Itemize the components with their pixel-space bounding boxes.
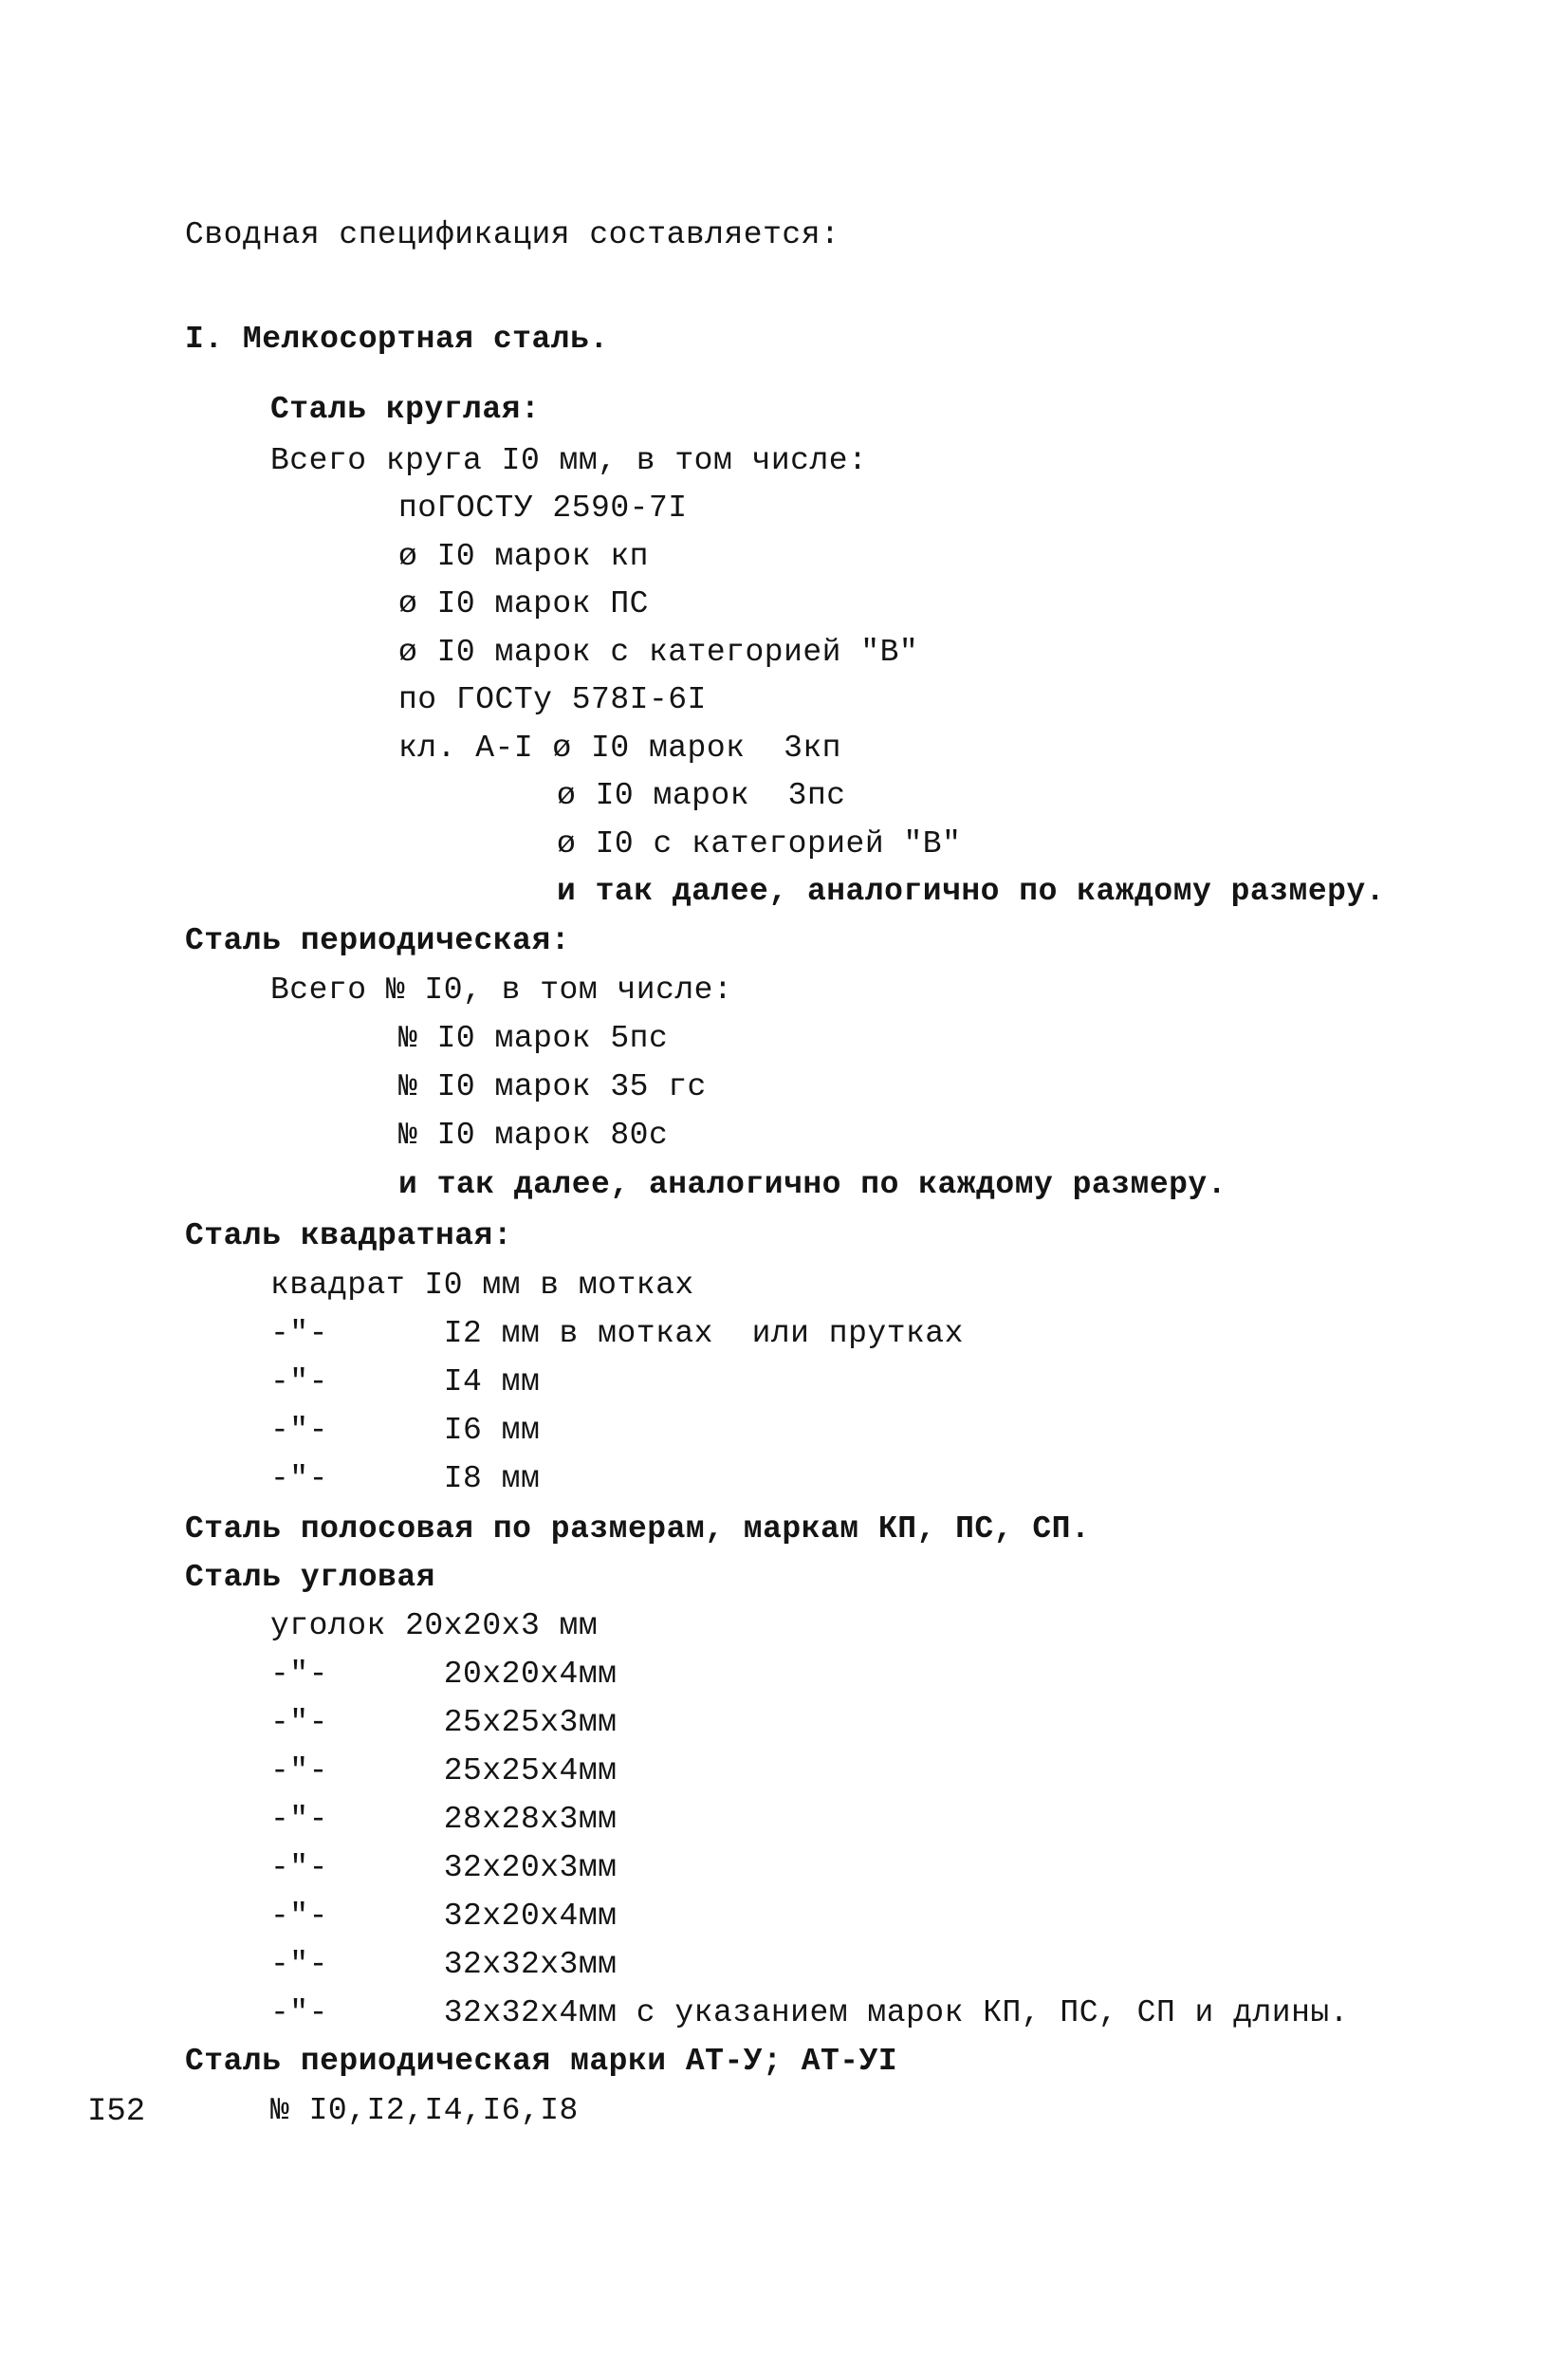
square-steel-item: -"- I8 мм <box>270 1461 541 1496</box>
periodic-steel-item: № I0 марок 80с <box>398 1118 669 1153</box>
angle-steel-heading: Сталь угловая <box>185 1560 435 1595</box>
square-steel-item: -"- I4 мм <box>270 1364 541 1399</box>
round-steel-gost-1: поГОСТУ 2590-7I <box>398 491 688 526</box>
angle-steel-item: -"- 20х20х4мм <box>270 1657 618 1692</box>
round-steel-class-item: ø I0 марок 3пс <box>557 778 846 813</box>
square-steel-item: -"- I6 мм <box>270 1413 541 1448</box>
round-steel-class-item: ø I0 с категорией "В" <box>557 826 962 862</box>
round-steel-class-item: кл. А-I ø I0 марок 3кп <box>398 731 841 766</box>
round-steel-item: ø I0 марок ПС <box>398 586 649 621</box>
angle-steel-item: -"- 28х28х3мм <box>270 1802 618 1837</box>
angle-steel-item: -"- 32х32х3мм <box>270 1947 618 1982</box>
periodic-steel-heading: Сталь периодическая: <box>185 923 571 958</box>
at-steel-sizes: № I0,I2,I4,I6,I8 <box>270 2093 579 2128</box>
round-steel-item: ø I0 марок с категорией "В" <box>398 635 919 670</box>
round-steel-total: Всего круга I0 мм, в том числе: <box>270 443 868 478</box>
section-heading-1: I. Мелкосортная сталь. <box>185 322 609 357</box>
page-number: I52 <box>87 2094 146 2130</box>
round-steel-item: ø I0 марок кп <box>398 539 649 574</box>
periodic-steel-item: № I0 марок 5пс <box>398 1021 669 1056</box>
angle-steel-item: -"- 32х32х4мм с указанием марок КП, ПС, СП и длины. <box>270 1995 1349 2030</box>
round-steel-heading: Сталь круглая: <box>270 392 541 427</box>
round-steel-gost-2: по ГОСТу 578I-6I <box>398 682 707 717</box>
strip-steel-line: Сталь полосовая по размерам, маркам КП, ПС, СП. <box>185 1511 1091 1547</box>
square-steel-heading: Сталь квадратная: <box>185 1218 513 1253</box>
periodic-steel-item: № I0 марок 35 гс <box>398 1069 707 1104</box>
angle-steel-item: -"- 25х25х3мм <box>270 1705 618 1740</box>
periodic-steel-etc: и так далее, аналогично по каждому размеру. <box>398 1167 1227 1202</box>
angle-steel-item: -"- 32х20х3мм <box>270 1850 618 1885</box>
periodic-steel-total: Всего № I0, в том числе: <box>270 973 733 1008</box>
angle-steel-item: -"- 32х20х4мм <box>270 1899 618 1934</box>
square-steel-item: квадрат I0 мм в мотках <box>270 1268 694 1303</box>
square-steel-item: -"- I2 мм в мотках или прутках <box>270 1316 964 1351</box>
angle-steel-item: уголок 20х20х3 мм <box>270 1608 599 1643</box>
angle-steel-item: -"- 25х25х4мм <box>270 1753 618 1788</box>
at-steel-heading: Сталь периодическая марки АТ-У; АТ-УI <box>185 2044 898 2079</box>
document-title: Сводная спецификация составляется: <box>185 217 840 252</box>
round-steel-etc: и так далее, аналогично по каждому размеру. <box>557 874 1386 909</box>
